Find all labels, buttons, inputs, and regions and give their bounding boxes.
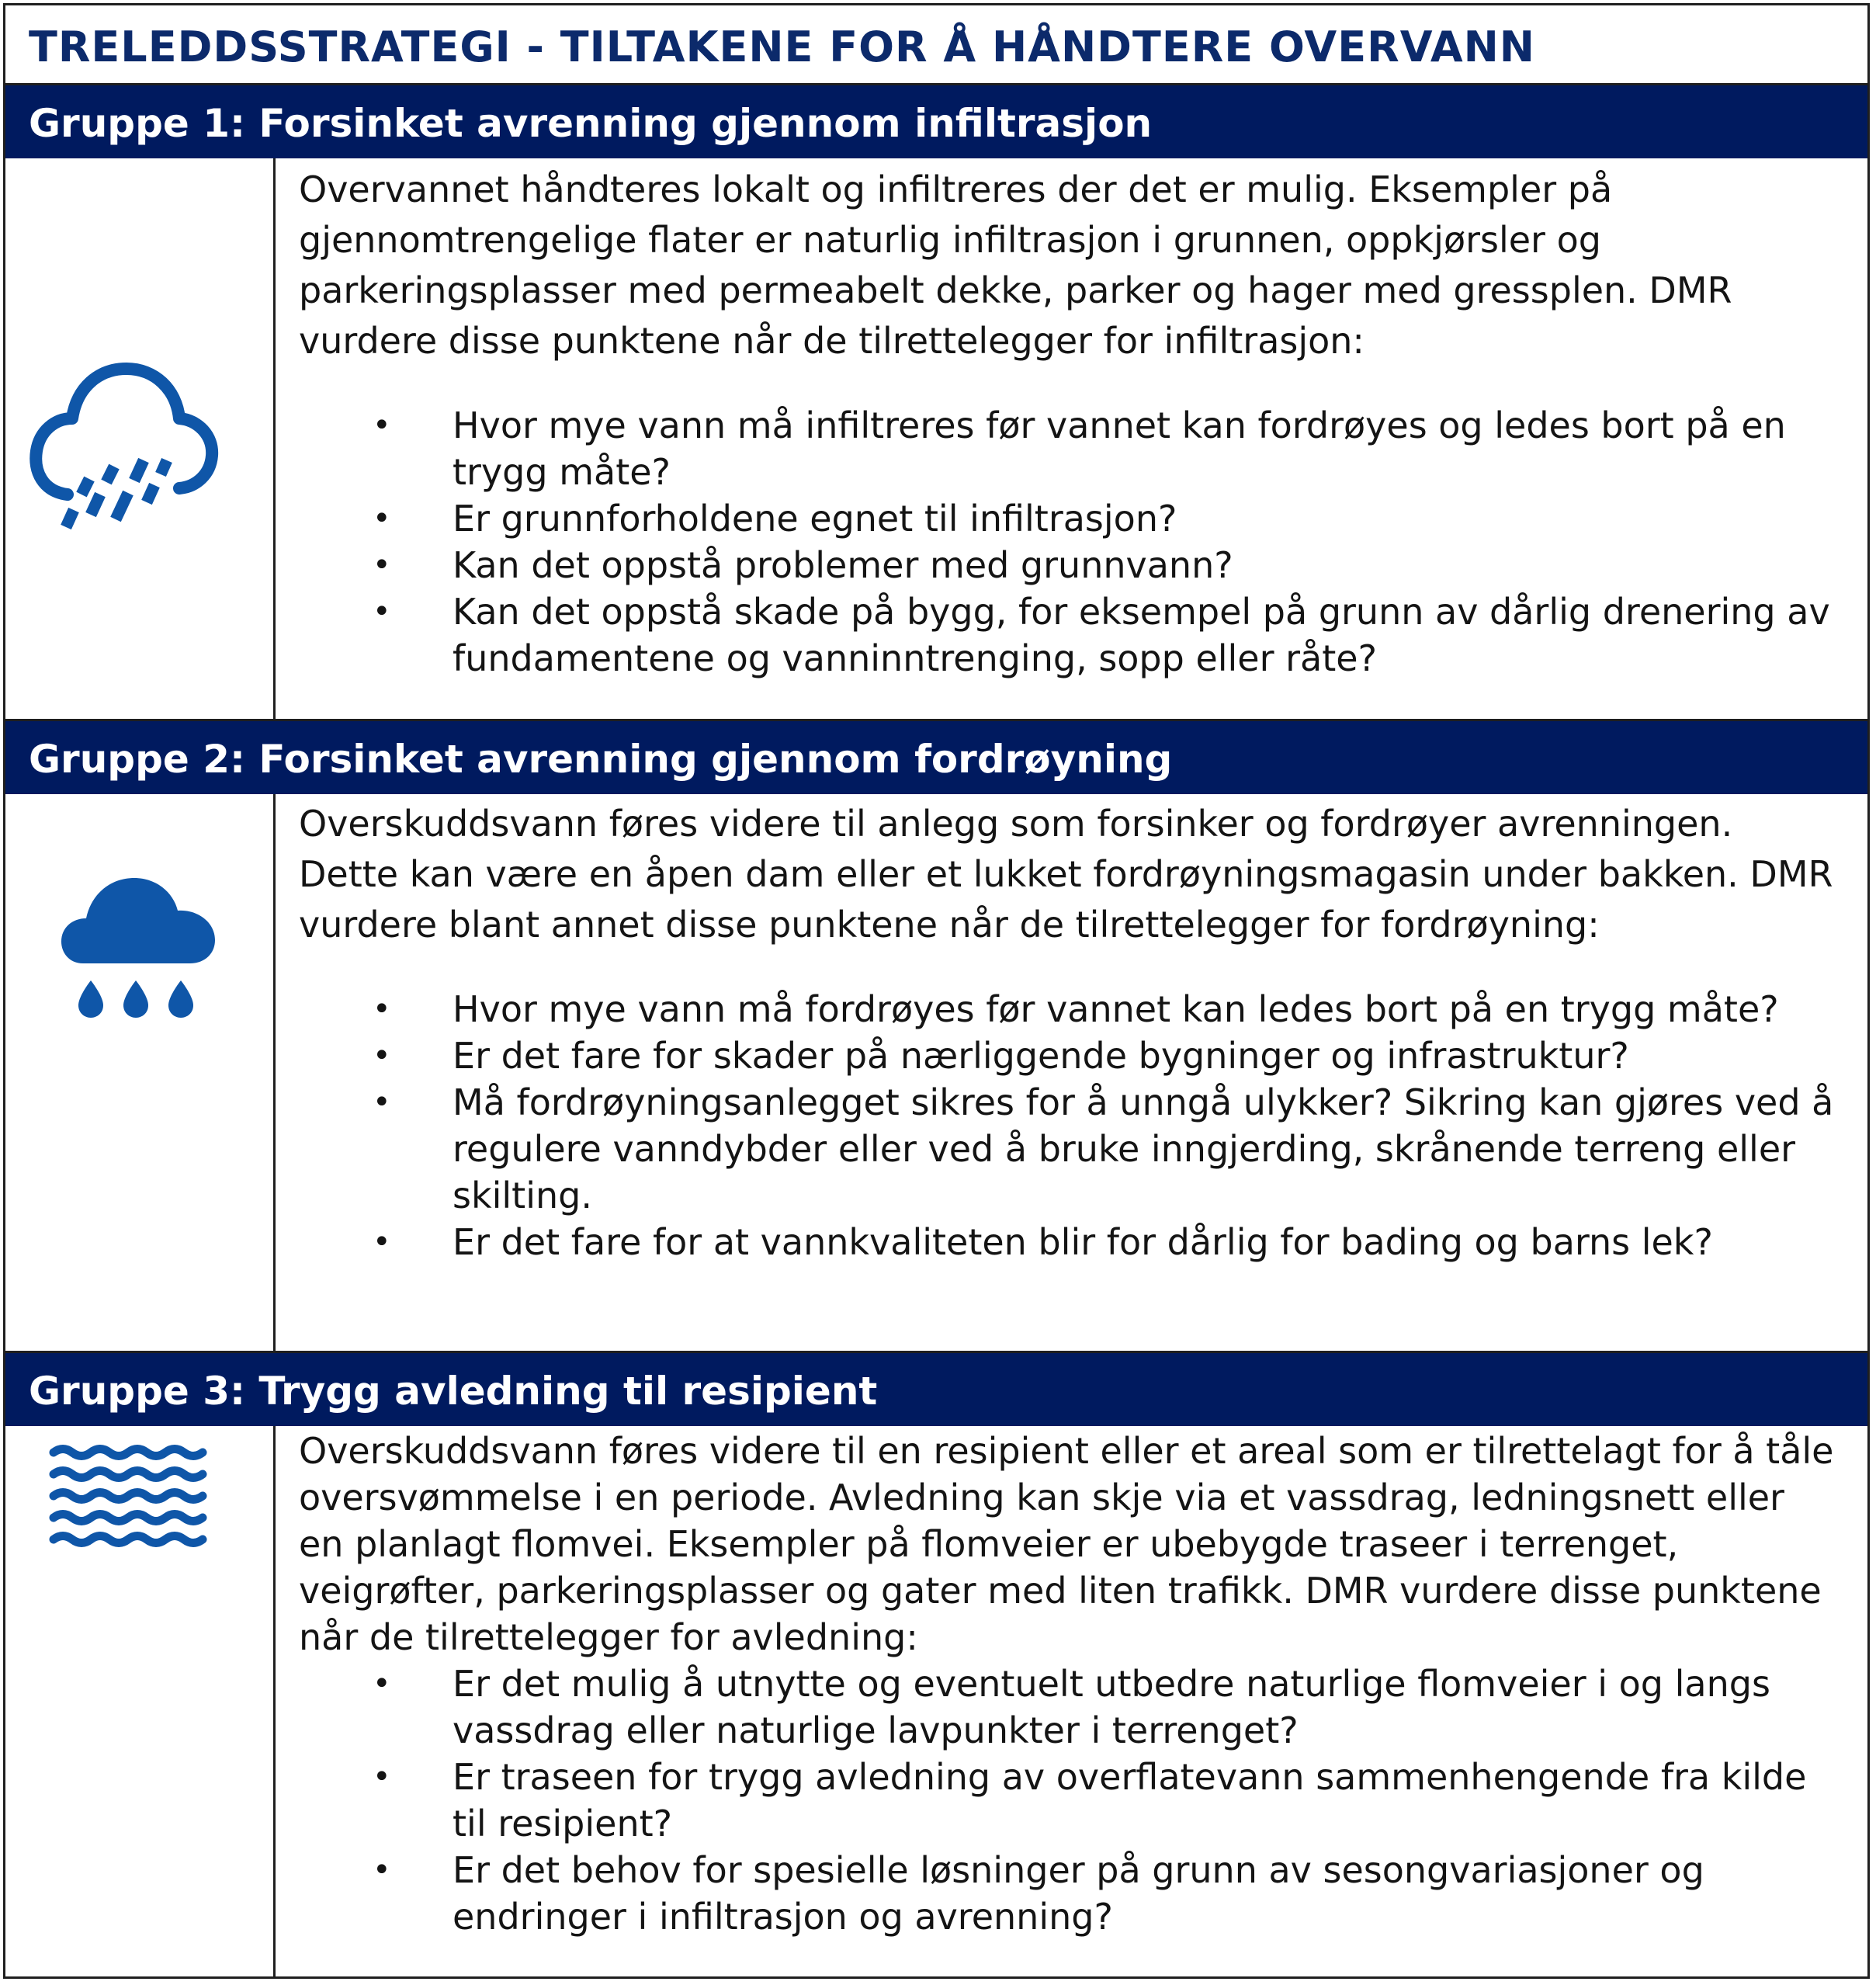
column-divider (273, 1426, 276, 1976)
cloud-rain-outline-icon (27, 347, 221, 529)
column-divider (273, 794, 276, 1351)
list-item: • Er det fare for at vannkvaliteten blir for dårlig for bading og barns lek? (299, 1219, 1836, 1265)
group-3-body (5, 1426, 1867, 1976)
group-1-body (5, 158, 1867, 719)
list-item: • Er det fare for skader på nærliggende bygninger og infrastruktur? (299, 1032, 1836, 1079)
group-2-header (5, 721, 1867, 794)
group-2-body (5, 794, 1867, 1351)
list-item: • Hvor mye vann må fordrøyes før vannet kan ledes bort på en trygg måte? (299, 986, 1836, 1032)
group-1-intro: Overvannet håndteres lokalt og infiltreres der det er mulig. Eksempler på gjennomtrengelige flater er naturlig infiltrasjon i grunnen, oppkjørsler og parkeringsplasser med permeabelt dekke, parker og hager med gressplen. DMR vurdere disse punktene når de tilrettelegger for infiltrasjon: (299, 168, 1732, 362)
group-2-bullet-list (299, 986, 1836, 1265)
list-item: • Er traseen for trygg avledning av overflatevann sammenhengende fra kilde til resipient? (299, 1754, 1836, 1847)
group-3-heading: Gruppe 3: Trygg avledning til resipient (29, 1369, 878, 1414)
list-item: • Er grunnforholdene egnet til infiltrasjon? (299, 495, 1836, 542)
list-item: • Er det mulig å utnytte og eventuelt utbedre naturlige flomveier i og langs vassdrag eller naturlige lavpunkter i terrenget? (299, 1661, 1836, 1754)
group-2-heading: Gruppe 2: Forsinket avrenning gjennom fordrøyning (29, 737, 1173, 782)
title-text: TRELEDDSSTRATEGI - TILTAKENE FOR Å HÅNDTERE OVERVANN (29, 23, 1535, 71)
group-3-intro: Overskuddsvann føres videre til en resipient eller et areal som er tilrettelagt for å tåle oversvømmelse i en periode. Avledning kan skje via et vassdrag, ledningsnett eller en planlagt flomvei. Eksempler på flomveier er ubebygde traseer i terrenget, veigrøfter, parkeringsplasser og gater med liten trafikk. DMR vurdere disse punktene når de tilrettelegger for avledning: (299, 1430, 1834, 1658)
group-1-heading: Gruppe 1: Forsinket avrenning gjennom infiltrasjon (29, 101, 1153, 146)
cloud-raindrops-icon (60, 872, 223, 1019)
list-item: • Er det behov for spesielle løsninger på grunn av sesongvariasjoner og endringer i infiltrasjon og avrenning? (299, 1847, 1836, 1940)
group-1-bullet-list (299, 402, 1836, 682)
list-item: • Må fordrøyningsanlegget sikres for å unngå ulykker? Sikring kan gjøres ved å regulere vanndybder eller ved å bruke inngjerding, skrånende terreng eller skilting. (299, 1079, 1836, 1219)
table-title (5, 5, 1867, 83)
group-2-content (299, 799, 1836, 1265)
column-divider (273, 158, 276, 719)
water-waves-icon (47, 1442, 210, 1550)
strategy-table (3, 3, 1870, 1979)
group-1-content (299, 165, 1836, 682)
list-item: • Kan det oppstå problemer med grunnvann? (299, 542, 1836, 588)
list-item: • Kan det oppstå skade på bygg, for eksempel på grunn av dårlig drenering av fundamentene og vanninntrenging, sopp eller råte? (299, 588, 1836, 682)
group-3-header (5, 1353, 1867, 1426)
group-3-bullet-list (299, 1661, 1836, 1940)
list-item: • Hvor mye vann må infiltreres før vannet kan fordrøyes og ledes bort på en trygg måte? (299, 402, 1836, 495)
group-3-content (299, 1428, 1836, 1940)
group-1-header (5, 85, 1867, 158)
group-2-intro: Overskuddsvann føres videre til anlegg som forsinker og fordrøyer avrenningen. Dette kan være en åpen dam eller et lukket fordrøyningsmagasin under bakken. DMR vurdere blant annet disse punktene når de tilrettelegger for fordrøyning: (299, 803, 1833, 946)
